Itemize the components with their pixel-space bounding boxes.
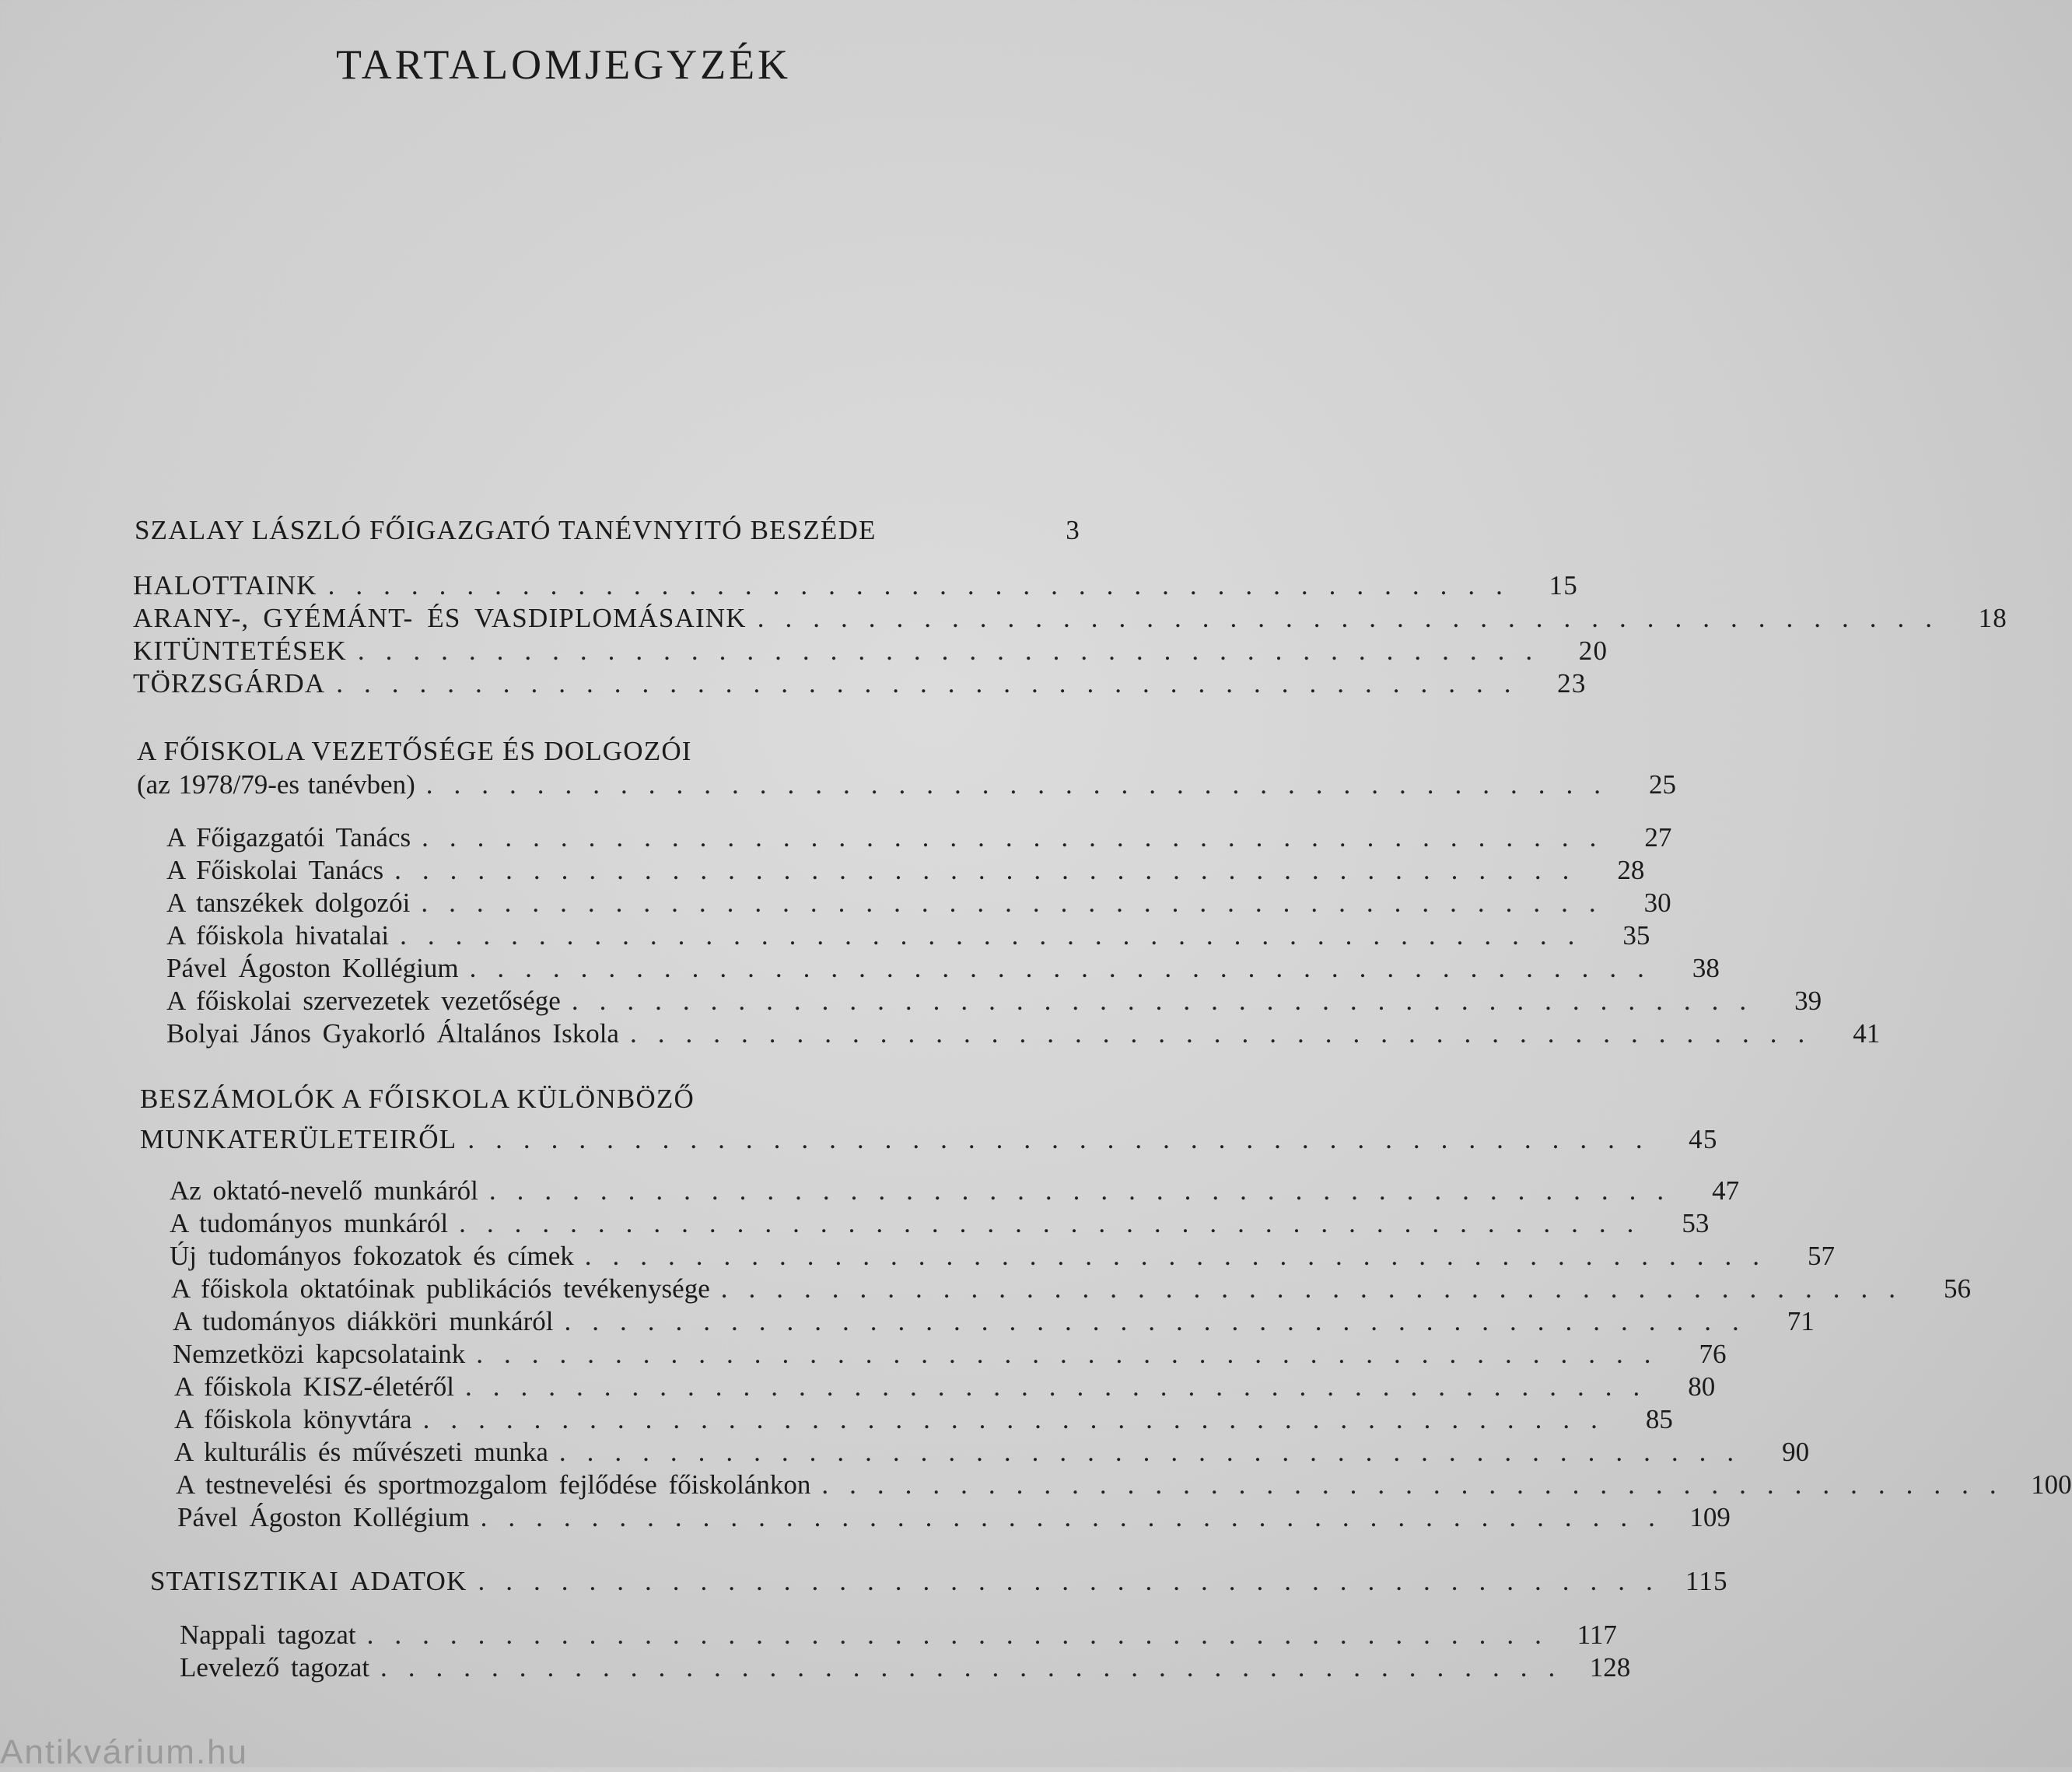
- toc-entry: [173, 1304, 1815, 1337]
- toc-entry: [174, 1435, 1810, 1468]
- toc-entry-page: 57: [1807, 1241, 1835, 1271]
- toc-entry: [166, 821, 1672, 853]
- toc-entry-page: 45: [1689, 1124, 1718, 1154]
- toc-entry-label: Bolyai János Gyakorló Általános Iskola: [166, 1018, 619, 1049]
- toc-entry: [150, 1564, 1728, 1597]
- dot-leader: ...........................................: [564, 1306, 1760, 1336]
- toc-entry: [174, 1403, 1673, 1435]
- toc-entry-label: SZALAY LÁSZLÓ FŐIGAZGATÓ TANÉVNYITÓ BESZÉDE: [135, 515, 877, 545]
- toc-entry-page: 47: [1712, 1175, 1740, 1206]
- toc-entry-page: 23: [1557, 668, 1587, 699]
- toc-entry-page: 38: [1692, 953, 1720, 983]
- toc-entry-label: A tanszékek dolgozói: [166, 888, 411, 918]
- toc-entry-page: 20: [1578, 636, 1608, 666]
- toc-entry-label: TÖRZSGÁRDA: [133, 668, 326, 699]
- dot-leader: ...........................................: [327, 570, 1524, 601]
- dot-leader: ...........................................: [476, 1339, 1672, 1369]
- dot-leader: ...........................................: [421, 888, 1617, 918]
- toc-entry: [176, 1468, 2072, 1501]
- toc-entry-label: A FŐISKOLA VEZETŐSÉGE ÉS DOLGOZÓI: [137, 736, 692, 766]
- toc-entry: [180, 1618, 1617, 1651]
- toc-entry-page: 117: [1577, 1620, 1617, 1650]
- toc-entry: [133, 569, 1578, 601]
- toc-entry-label: HALOTTAINK: [133, 570, 317, 601]
- toc-entry: [174, 1370, 1716, 1403]
- toc-section-heading: [140, 1082, 1082, 1115]
- toc-entry-label: A főiskola KISZ-életéről: [174, 1371, 454, 1402]
- dot-leader: ...........................................: [357, 636, 1554, 666]
- toc-entry: [133, 667, 1587, 699]
- dot-leader: ...........................................: [629, 1018, 1826, 1049]
- toc-entry: [133, 601, 2008, 634]
- dot-leader: ...........................................: [336, 668, 1532, 699]
- toc-entry-page: 39: [1794, 986, 1822, 1016]
- toc-entry-label: A főiskola oktatóinak publikációs tevékenysége: [171, 1273, 710, 1304]
- toc-entry-label: A kulturális és művészeti munka: [174, 1437, 548, 1467]
- dot-leader: ...........................................: [757, 603, 1954, 633]
- toc-entry-label: A főiskolai szervezetek vezetősége: [166, 986, 561, 1016]
- dot-leader: ...........................................: [558, 1437, 1755, 1467]
- toc-section-heading: [137, 734, 1080, 767]
- toc-entry: [170, 1174, 1740, 1206]
- dot-leader: ...........................................: [400, 920, 1596, 951]
- toc-entry-label: A tudományos munkáról: [170, 1208, 449, 1238]
- dot-leader: ...........................................: [584, 1241, 1780, 1271]
- toc-entry: [166, 886, 1671, 919]
- toc-entry-label: MUNKATERÜLETEIRŐL: [140, 1124, 457, 1154]
- toc-entry-label: Új tudományos fokozatok és címek: [170, 1241, 574, 1271]
- toc-entry-page: 27: [1644, 822, 1672, 853]
- toc-entry: [171, 1272, 1971, 1304]
- toc-entry-page: 30: [1643, 888, 1671, 918]
- toc-entry-page: 100: [2031, 1469, 2072, 1500]
- toc-entry-page: 41: [1853, 1018, 1881, 1049]
- toc-entry-page: 35: [1622, 920, 1650, 951]
- toc-entry-page: 85: [1645, 1404, 1673, 1434]
- dot-leader: ...........................................: [720, 1273, 1916, 1304]
- toc-entry: [166, 919, 1650, 951]
- toc-entry: [140, 1122, 1718, 1155]
- toc-entry: [166, 853, 1645, 886]
- dot-leader: ...........................................: [488, 1175, 1685, 1206]
- toc-entry: [166, 951, 1720, 984]
- dot-leader: ...........................................: [571, 986, 1768, 1016]
- dot-leader: ...........................................: [422, 822, 1618, 853]
- toc-entry-page: 90: [1782, 1437, 1810, 1467]
- toc-entry-page: 128: [1589, 1652, 1631, 1683]
- toc-entry-label: Nemzetközi kapcsolataink: [173, 1339, 466, 1369]
- toc-entry: [137, 768, 1676, 800]
- toc-entry-label: A főiskola könyvtára: [174, 1404, 412, 1434]
- toc-entry-label: BESZÁMOLÓK A FŐISKOLA KÜLÖNBÖZŐ: [140, 1084, 695, 1114]
- dot-leader: ...........................................: [464, 1371, 1661, 1402]
- watermark: Antikvárium.hu: [0, 1733, 249, 1771]
- toc-entry-label: (az 1978/79-es tanévben): [137, 769, 415, 800]
- toc-entry: [177, 1501, 1731, 1533]
- toc-entry-page: 80: [1688, 1371, 1716, 1402]
- dot-leader: ...........................................: [469, 953, 1665, 983]
- toc-entry-label: A tudományos diákköri munkáról: [173, 1306, 554, 1336]
- toc-entry-page: 15: [1549, 570, 1578, 601]
- dot-leader: ...........................................: [821, 1469, 2018, 1500]
- toc-entry-page: 71: [1787, 1306, 1815, 1336]
- toc-entry: [170, 1206, 1710, 1239]
- toc-entry-label: ARANY-, GYÉMÁNT- ÉS VASDIPLOMÁSAINK: [133, 603, 747, 633]
- toc-entry-label: Az oktató-nevelő munkáról: [170, 1175, 478, 1206]
- dot-leader: ...........................................: [380, 1652, 1577, 1683]
- toc-entry-label: A testnevelési és sportmozgalom fejlődése főiskolánkon: [176, 1469, 811, 1500]
- toc-entry-page: 115: [1685, 1566, 1728, 1596]
- toc-entry-label: Nappali tagozat: [180, 1620, 356, 1650]
- dot-leader: ...........................................: [459, 1208, 1655, 1238]
- toc-entry-page: 56: [1943, 1273, 1971, 1304]
- toc-entry-label: A főiskola hivatalai: [166, 920, 390, 951]
- dot-leader: ...........................................: [478, 1566, 1674, 1596]
- dot-leader: ...........................................: [422, 1404, 1619, 1434]
- toc-entry: [170, 1239, 1835, 1272]
- dot-leader: ...........................................: [467, 1124, 1664, 1154]
- toc-entry-label: STATISZTIKAI ADATOK: [150, 1566, 467, 1596]
- toc-entry-label: Pável Ágoston Kollégium: [166, 953, 459, 983]
- toc-entry-page: 76: [1699, 1339, 1727, 1369]
- toc-entry-page: 25: [1649, 769, 1676, 800]
- toc-entry-page: 3: [1066, 515, 1080, 545]
- toc-entry-page: 53: [1682, 1208, 1710, 1238]
- toc-entry-page: 28: [1617, 855, 1645, 885]
- toc-entry-label: KITÜNTETÉSEK: [133, 636, 347, 666]
- toc-entry-label: Pável Ágoston Kollégium: [177, 1502, 470, 1532]
- toc-entry-label: A Főigazgatói Tanács: [166, 822, 411, 853]
- toc-entry: [166, 984, 1822, 1017]
- toc-entry-label: A Főiskolai Tanács: [166, 855, 384, 885]
- dot-leader: ...........................................: [366, 1620, 1563, 1650]
- toc-entry: [173, 1337, 1727, 1370]
- page-title: TARTALOMJEGYZÉK: [336, 41, 792, 88]
- dot-leader: ...........................................: [480, 1502, 1676, 1532]
- toc-entry: [135, 513, 1080, 546]
- toc-entry-page: 109: [1689, 1502, 1731, 1532]
- toc-entry-label: Levelező tagozat: [180, 1652, 370, 1683]
- dot-leader: ...........................................: [425, 769, 1622, 800]
- dot-leader: ...........................................: [394, 855, 1591, 885]
- toc-entry: [166, 1017, 1881, 1049]
- toc-entry: [180, 1651, 1631, 1683]
- toc-entry-page: 18: [1978, 603, 2008, 633]
- toc-entry: [133, 634, 1608, 667]
